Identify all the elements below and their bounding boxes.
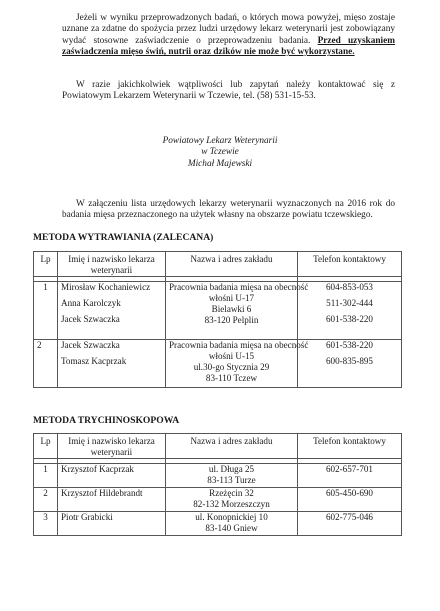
section-title-trichinoscopy: METODA TRYCHINOSKOPOWA: [33, 415, 180, 426]
attachment-note: W załączeniu lista urzędowych lekarzy weterynarii wyznaczonych na 2016 rok do badania mięsa przeznaczonego na użytek własny na obszarze powiatu tczewskiego.: [62, 199, 395, 221]
row-lp: 1: [34, 464, 58, 488]
row-address: ul. Długa 25 83-113 Turze: [166, 464, 298, 488]
row-names: Mirosław Kochaniewicz Anna Karolczyk Jacek Szwaczka: [58, 282, 166, 340]
signature-block: [100, 136, 340, 170]
row-name: Krzysztof Kacprzak: [58, 464, 166, 488]
row-name: Krzysztof Hildebrandt: [58, 488, 166, 512]
signature-title: Powiatowy Lekarz Weterynarii: [162, 136, 278, 146]
header-name: Imię i nazwisko lekarza weterynarii: [58, 252, 166, 277]
header-phone: Telefon kontaktowy: [298, 252, 402, 277]
header-name: Imię i nazwisko lekarza weterynarii: [58, 434, 166, 459]
row-lp: 1: [34, 282, 58, 340]
row-phones: 604-853-053 511-302-444 601-538-220: [298, 282, 402, 340]
trichinoscopy-method-table: [33, 433, 402, 536]
row-lp: 2: [34, 340, 58, 388]
row-phone: 602-775-046: [298, 512, 402, 536]
signature-name: Michał Majewski: [187, 158, 253, 169]
warning-text: Przed uzyskaniem zaświadczenia mięso świń, nutrii oraz dzików nie może być wykorzystane.: [62, 35, 396, 58]
etching-method-table: [33, 251, 402, 388]
header-lp: Lp: [34, 252, 58, 277]
row-address: Pracownia badania mięsa na obecność włośni U-17 Bielawki 6 83-120 Pelplin: [166, 282, 298, 340]
table-header-row: [34, 434, 402, 459]
table-row: [34, 340, 402, 388]
table-row: [34, 512, 402, 536]
table-row: [34, 282, 402, 340]
table-row: [34, 488, 402, 512]
row-phone: 602-657-701: [298, 464, 402, 488]
inspection-paragraph: [62, 13, 395, 59]
section-title-etching: METODA WYTRAWIANIA (ZALECANA): [33, 232, 214, 243]
row-phones: 601-538-220 600-835-895: [298, 340, 402, 388]
row-phone: 605-450-690: [298, 488, 402, 512]
table-header-row: [34, 252, 402, 277]
row-address: Rzeżęcin 32 82-132 Morzeszczyn: [166, 488, 298, 512]
row-address: ul. Konopnickiej 10 83-140 Gniew: [166, 512, 298, 536]
table-row: [34, 464, 402, 488]
row-lp: 3: [34, 512, 58, 536]
header-lp: Lp: [34, 434, 58, 459]
inspection-text: Jeżeli w wyniku przeprowadzonych badań, o których mowa powyżej, mięso zostaje uznane za zdatne do spożycia przez ludzi urzędowy lekarz weterynarii jest zobowiązany wydać stosowne zaświadczenie o przeprowadzeniu badania.: [62, 13, 395, 46]
contact-paragraph: W razie jakichkolwiek wątpliwości lub zapytań należy kontaktować się z Powiatowym Lekarzem Weterynarii w Tczewie, tel. (58) 531-15-53.: [62, 80, 395, 102]
row-lp: 2: [34, 488, 58, 512]
header-address: Nazwa i adres zakładu: [166, 252, 298, 277]
header-phone: Telefon kontaktowy: [298, 434, 402, 459]
row-address: Pracownia badania mięsa na obecność włośni U-15 ul.30-go Stycznia 29 83-110 Tczew: [166, 340, 298, 388]
signature-location: w Tczewie: [201, 147, 239, 158]
row-name: Piotr Grabicki: [58, 512, 166, 536]
header-address: Nazwa i adres zakładu: [166, 434, 298, 459]
row-names: Jacek Szwaczka Tomasz Kacprzak: [58, 340, 166, 388]
